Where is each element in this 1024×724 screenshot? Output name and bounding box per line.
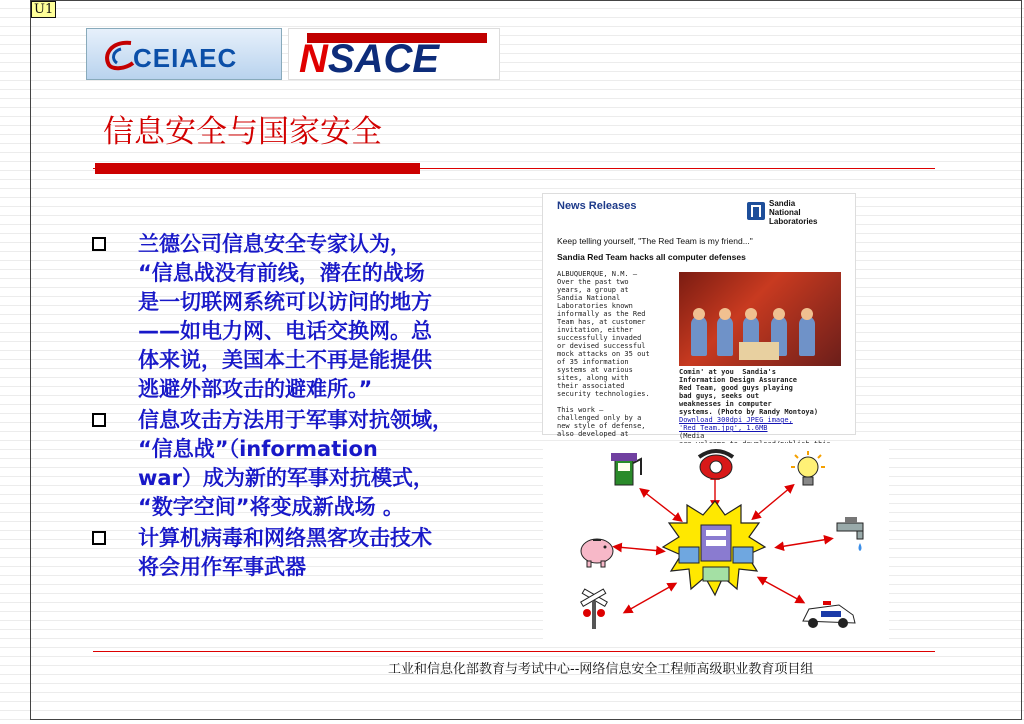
photo-person-head — [801, 308, 813, 320]
footer-text: 工业和信息化部教育与考试中心--网络信息安全工程师高级职业教育项目组 — [388, 662, 814, 677]
police-car-icon — [799, 593, 859, 633]
photo-person — [799, 316, 815, 356]
slide-marker: U1 — [31, 1, 56, 18]
title-accent-bar — [95, 163, 420, 174]
photo-person-head — [719, 308, 731, 320]
photo-person — [717, 316, 733, 356]
photo-person-head — [693, 308, 705, 320]
bullet-item — [92, 406, 512, 522]
nsace-logo — [288, 28, 500, 80]
photo-keyboard — [739, 342, 779, 360]
photo-person — [691, 316, 707, 356]
nsace-logo-text: NSACE — [299, 37, 440, 81]
square-bullet-icon — [92, 413, 106, 427]
gas-pump-icon — [605, 449, 647, 489]
news-headline-1: Keep telling yourself, "The Red Team is my friend..." — [557, 236, 753, 246]
network-infrastructure-diagram — [543, 443, 889, 643]
bullet-text: 计算机病毒和网络黑客攻击技术 将会用作军事武器 — [138, 526, 432, 579]
central-starburst — [663, 501, 765, 595]
bullet-text: 信息攻击方法用于军事对抗领域， “信息战”（information war）成为新的军事对抗模式， “数字空间”将变成新战场 。 — [138, 408, 453, 519]
photo-caption: Comin' at you Sandia's Information Design Assurance Red Team, good guys playing bad guys, seeks out weaknesses in computer systems. (Photo by Randy Montoya) — [679, 368, 819, 416]
light-bulb-icon — [787, 451, 829, 491]
bullet-item — [92, 524, 512, 582]
footer-rule — [93, 651, 935, 652]
photo-person-head — [745, 308, 757, 320]
news-release-image — [542, 193, 856, 440]
piggy-bank-icon — [575, 529, 617, 569]
red-team-photo — [679, 272, 841, 366]
sandia-logo-text: Sandia National Laboratories — [769, 199, 818, 226]
sandia-logo-icon — [747, 202, 765, 220]
news-headline-2: Sandia Red Team hacks all computer defenses — [557, 252, 746, 262]
photo-person-head — [773, 308, 785, 320]
bullet-item — [92, 230, 512, 404]
square-bullet-icon — [92, 237, 106, 251]
square-bullet-icon — [92, 531, 106, 545]
ceiaec-swoosh-icon — [101, 39, 137, 71]
media-note: (Media — [679, 432, 705, 440]
telephone-icon — [695, 443, 737, 483]
ceiaec-logo-text: CEIAEC — [133, 43, 238, 73]
news-body-text: ALBUQUERQUE, N.M. — Over the past two years, a group at Sandia National Laboratories known informally as the Red Team has, at customer invitation, either successfully invaded or devised successful mock attacks on 35 out of 35 information systems at various sites, along with their associated security technologies. This work — challenged only by a new style of defense, also developed at — [557, 270, 650, 438]
slide-title: 信息安全与国家安全 — [103, 114, 382, 150]
railroad-crossing-icon — [573, 591, 615, 631]
bullet-list — [92, 230, 512, 584]
water-tap-icon — [833, 513, 875, 553]
ceiaec-logo — [86, 28, 282, 80]
download-link[interactable]: Download 300dpi JPEG image, 'Red Team.jpg', 1.6MB — [679, 416, 793, 432]
bullet-text: 兰德公司信息安全专家认为， “信息战没有前线，潜在的战场 是一切联网系统可以访问的地方 ——如电力网、电话交换网。总 体来说，美国本土不再是能提供 逃避外部攻击的避难所。” — [138, 232, 432, 401]
news-releases-header: News Releases — [557, 200, 637, 212]
